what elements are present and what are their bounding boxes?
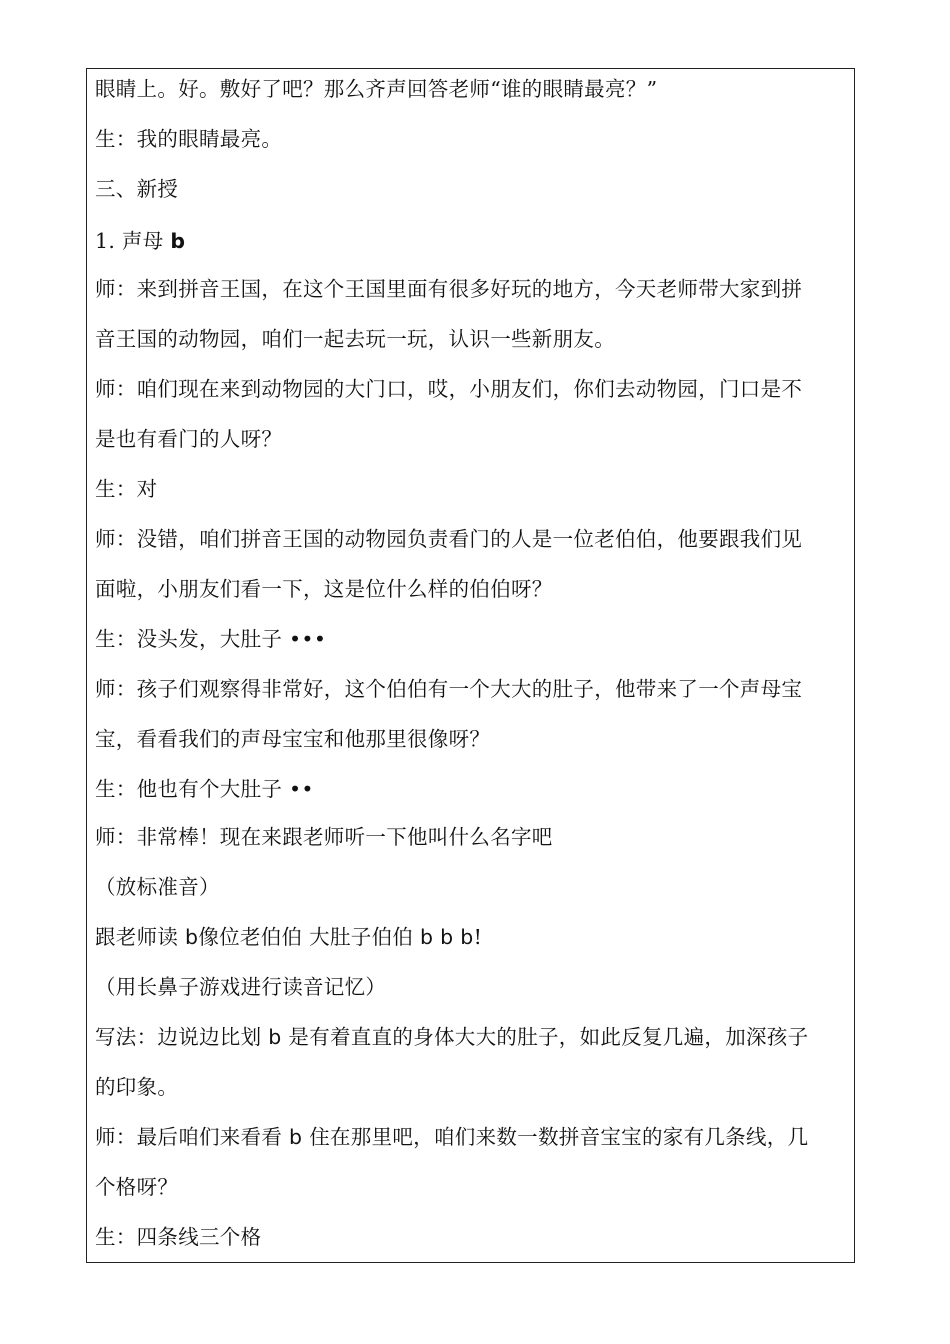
text-line: 师：没错，咱们拼音王国的动物园负责看门的人是一位老伯伯，他要跟我们见 [95,527,803,551]
text-line: 个格呀？ [95,1175,179,1199]
pinyin-letter: b [170,229,186,253]
pinyin-letter: b [268,1025,282,1049]
text-line: 师：非常棒！现在来跟老师听一下他叫什么名字吧 [95,825,553,849]
text-line: 面啦，小朋友们看一下，这是位什么样的伯伯呀？ [95,577,553,601]
text-line: （用长鼻子游戏进行读音记忆） [95,975,387,999]
text-line: 师：咱们现在来到动物园的大门口，哎，小朋友们，你们去动物园，门口是不 [95,377,803,401]
text-line: 生：四条线三个格 [95,1225,262,1249]
text-line: 是也有看门的人呀？ [95,427,283,451]
pinyin-letter: b [185,925,199,949]
pinyin-letters: b b b [420,925,474,949]
text-line: 生：对 [95,477,158,501]
text-line [95,1024,808,1050]
pinyin-letter: b [289,1125,303,1149]
table-cell-border [86,68,855,1263]
text-segment: 生：他也有个大肚子 [95,777,283,801]
text-line: （放标准音） [95,875,220,899]
text-line [95,626,326,652]
text-segment: 师：最后咱们来看看 [95,1125,283,1149]
text-segment: 写法：边说边比划 [95,1025,262,1049]
text-line [95,924,482,950]
ellipsis-dots: ••• [289,627,327,651]
text-line: 宝，看看我们的声母宝宝和他那里很像呀？ [95,727,491,751]
text-line: 师：孩子们观察得非常好，这个伯伯有一个大大的肚子，他带来了一个声母宝 [95,677,803,701]
text-segment: 生：没头发，大肚子 [95,627,283,651]
text-line [95,1124,808,1150]
text-line: 的印象。 [95,1075,179,1099]
text-line: 音王国的动物园，咱们一起去玩一玩，认识一些新朋友。 [95,327,615,351]
text-line: 师：来到拼音王国，在这个王国里面有很多好玩的地方，今天老师带大家到拼 [95,277,803,301]
text-segment: 像位老伯伯 大肚子伯伯 [198,925,414,949]
section-heading: 三、新授 [95,177,179,201]
text-line: 眼睛上。好。敷好了吧？那么齐声回答老师“谁的眼睛最亮？” [95,77,658,101]
subsection-heading [95,228,185,254]
text-segment: 是有着直直的身体大大的肚子，如此反复几遍，加深孩子 [288,1025,809,1049]
subsection-label: 1. 声母 [95,229,164,253]
text-segment: 住在那里吧，咱们来数一数拼音宝宝的家有几条线，几 [309,1125,809,1149]
ellipsis-dots: •• [289,777,314,801]
text-segment: 跟老师读 [95,925,179,949]
text-line: 生：我的眼睛最亮。 [95,127,283,151]
text-line [95,776,314,802]
text-segment: ! [473,925,483,949]
